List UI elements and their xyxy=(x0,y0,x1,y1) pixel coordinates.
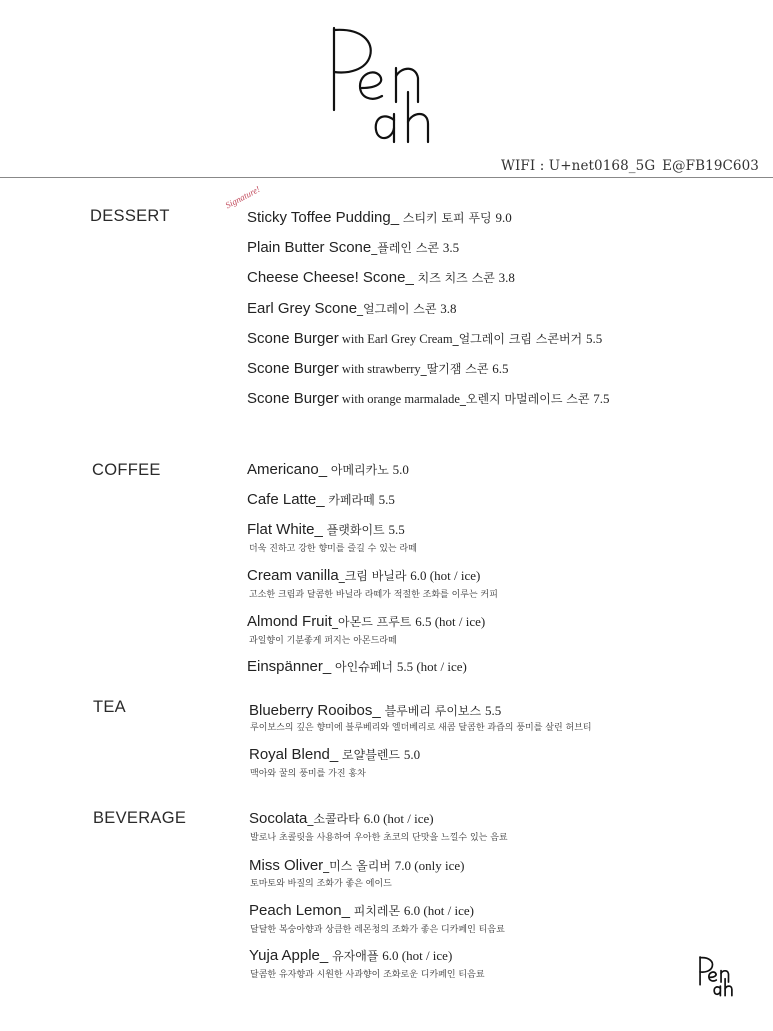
item-name: Einspänner_ xyxy=(247,658,332,675)
menu-item xyxy=(249,945,452,964)
item-price: 3.5 xyxy=(442,240,460,255)
item-name-kr: _얼그레이 스콘 xyxy=(357,302,441,316)
item-name: Plain Butter Scone xyxy=(247,239,372,256)
section-title-beverage: BEVERAGE xyxy=(93,809,187,827)
item-name: Flat White_ xyxy=(247,521,323,538)
item-price: 7.0 (only ice) xyxy=(394,858,465,873)
item-price: 5.5 xyxy=(388,522,405,537)
menu-item xyxy=(249,900,474,919)
item-name-kr: 유자애플 xyxy=(328,949,383,963)
item-name-kr: _아몬드 프루트 xyxy=(332,615,416,629)
menu-item xyxy=(247,611,485,630)
item-name: Socolata xyxy=(249,810,308,827)
item-name-kr: 아메리카노 xyxy=(327,463,393,477)
menu-item xyxy=(247,459,409,478)
brand-logo-icon xyxy=(322,22,452,152)
item-name-kr: _딸기잼 스콘 xyxy=(420,362,493,376)
menu-item xyxy=(247,656,467,675)
item-name-kr: 블루베리 루이보스 xyxy=(380,704,485,718)
item-price: 6.5 xyxy=(492,361,509,376)
item-price: 3.8 xyxy=(498,270,515,285)
item-price: 5.5 xyxy=(484,703,502,718)
item-name-sub: with Earl Grey Cream xyxy=(338,332,453,346)
item-name: Scone Burger xyxy=(247,330,339,347)
item-name-kr: 피치레몬 xyxy=(349,904,404,918)
item-price: 5.0 xyxy=(392,462,409,477)
item-name: Cream vanilla xyxy=(247,567,339,584)
item-price: 6.0 (hot / ice) xyxy=(382,948,453,963)
menu-item xyxy=(247,489,395,508)
menu-item xyxy=(247,565,480,584)
item-name: Americano_ xyxy=(247,461,328,478)
brand-logo-small-icon xyxy=(696,954,740,1000)
menu-item xyxy=(249,855,464,874)
item-name-kr: _크림 바닐라 xyxy=(338,569,411,583)
item-name-kr: _얼그레이 크림 스콘버거 xyxy=(452,332,586,346)
item-name: Yuja Apple_ xyxy=(249,947,329,964)
section-title-tea: TEA xyxy=(93,698,126,716)
item-description: 과일향이 기분좋게 퍼지는 아몬드라떼 xyxy=(249,636,397,646)
item-name-kr: 아인슈페너 xyxy=(331,660,397,674)
signature-label: Signature! xyxy=(223,183,262,211)
item-description: 더욱 진하고 강한 향미를 즐길 수 있는 라떼 xyxy=(249,544,417,554)
header-divider xyxy=(0,177,773,178)
section-title-dessert: DESSERT xyxy=(90,207,170,225)
item-name: Royal Blend_ xyxy=(249,746,339,763)
item-price: 6.0 (hot / ice) xyxy=(410,568,481,583)
item-name-sub: with orange marmalade xyxy=(338,392,460,406)
item-description: 달달한 복숭아향과 상큼한 레몬청의 조화가 좋은 디카페인 티음료 xyxy=(250,925,505,935)
item-name-kr: 치즈 치즈 스콘 xyxy=(413,271,499,285)
item-description: 달콤한 유자향과 시원한 사과향이 조화로운 디카페인 티음료 xyxy=(250,970,485,980)
item-name: Almond Fruit xyxy=(247,613,333,630)
item-name: Peach Lemon_ xyxy=(249,902,350,919)
item-name: Blueberry Rooibos_ xyxy=(249,702,381,719)
menu-item xyxy=(249,700,501,719)
item-price: 6.0 (hot / ice) xyxy=(363,811,434,826)
menu-item xyxy=(247,388,610,407)
item-description: 맥아와 꿀의 풍미를 가진 홍차 xyxy=(250,769,366,779)
item-price: 3.8 xyxy=(440,301,457,316)
menu-item xyxy=(249,744,420,763)
menu-item xyxy=(247,328,602,347)
item-price: 9.0 xyxy=(495,210,512,225)
menu-item xyxy=(247,267,515,286)
menu-item xyxy=(247,358,509,377)
item-price: 5.5 xyxy=(378,492,395,507)
wifi-info: WIFI : U+net0168_5G E@FB19C603 xyxy=(501,158,759,174)
item-name: Earl Grey Scone xyxy=(247,300,358,317)
item-name: Miss Oliver xyxy=(249,857,324,874)
item-description: 토마토와 바질의 조화가 좋은 에이드 xyxy=(250,879,392,889)
item-description: 고소한 크림과 달콤한 바닐라 라떼가 적절한 조화를 이루는 커피 xyxy=(249,590,498,600)
item-name-kr: 로얄블렌드 xyxy=(338,748,404,762)
item-name-kr: 플랫화이트 xyxy=(322,523,389,537)
item-description: 루이보스의 깊은 향미에 블루베리와 엘더베리로 새콤 달콤한 과즙의 풍미를 살린 허브티 xyxy=(250,723,592,733)
item-name-kr: _오렌지 마멀레이드 스콘 xyxy=(459,392,594,406)
item-price: 6.5 (hot / ice) xyxy=(415,614,486,629)
item-price: 6.0 (hot / ice) xyxy=(403,903,474,918)
item-name: Sticky Toffee Pudding_ xyxy=(247,209,400,226)
section-title-coffee: COFFEE xyxy=(92,461,161,479)
item-name: Scone Burger xyxy=(247,360,339,377)
item-name: Cafe Latte_ xyxy=(247,491,325,508)
menu-item xyxy=(249,808,434,827)
item-name-kr: 카페라떼 xyxy=(324,493,379,507)
item-price: 5.5 (hot / ice) xyxy=(396,659,467,674)
menu-item xyxy=(247,207,512,226)
menu-item xyxy=(247,519,405,538)
item-name-sub: with strawberry xyxy=(338,362,421,376)
item-name-kr: _미스 올리버 xyxy=(323,859,395,873)
item-name-kr: 스티키 토피 푸딩 xyxy=(399,211,496,225)
item-name-kr: _플레인 스콘 xyxy=(371,241,443,255)
item-name-kr: _소콜라타 xyxy=(307,812,364,826)
item-description: 발로나 초콜릿을 사용하여 우아한 초코의 단맛을 느낄수 있는 음료 xyxy=(250,833,508,843)
item-name: Scone Burger xyxy=(247,390,339,407)
menu-item xyxy=(247,298,456,317)
menu-item xyxy=(247,237,459,256)
item-price: 5.0 xyxy=(403,747,421,762)
item-price: 5.5 xyxy=(585,331,603,346)
item-name: Cheese Cheese! Scone_ xyxy=(247,269,414,286)
item-price: 7.5 xyxy=(593,391,610,406)
